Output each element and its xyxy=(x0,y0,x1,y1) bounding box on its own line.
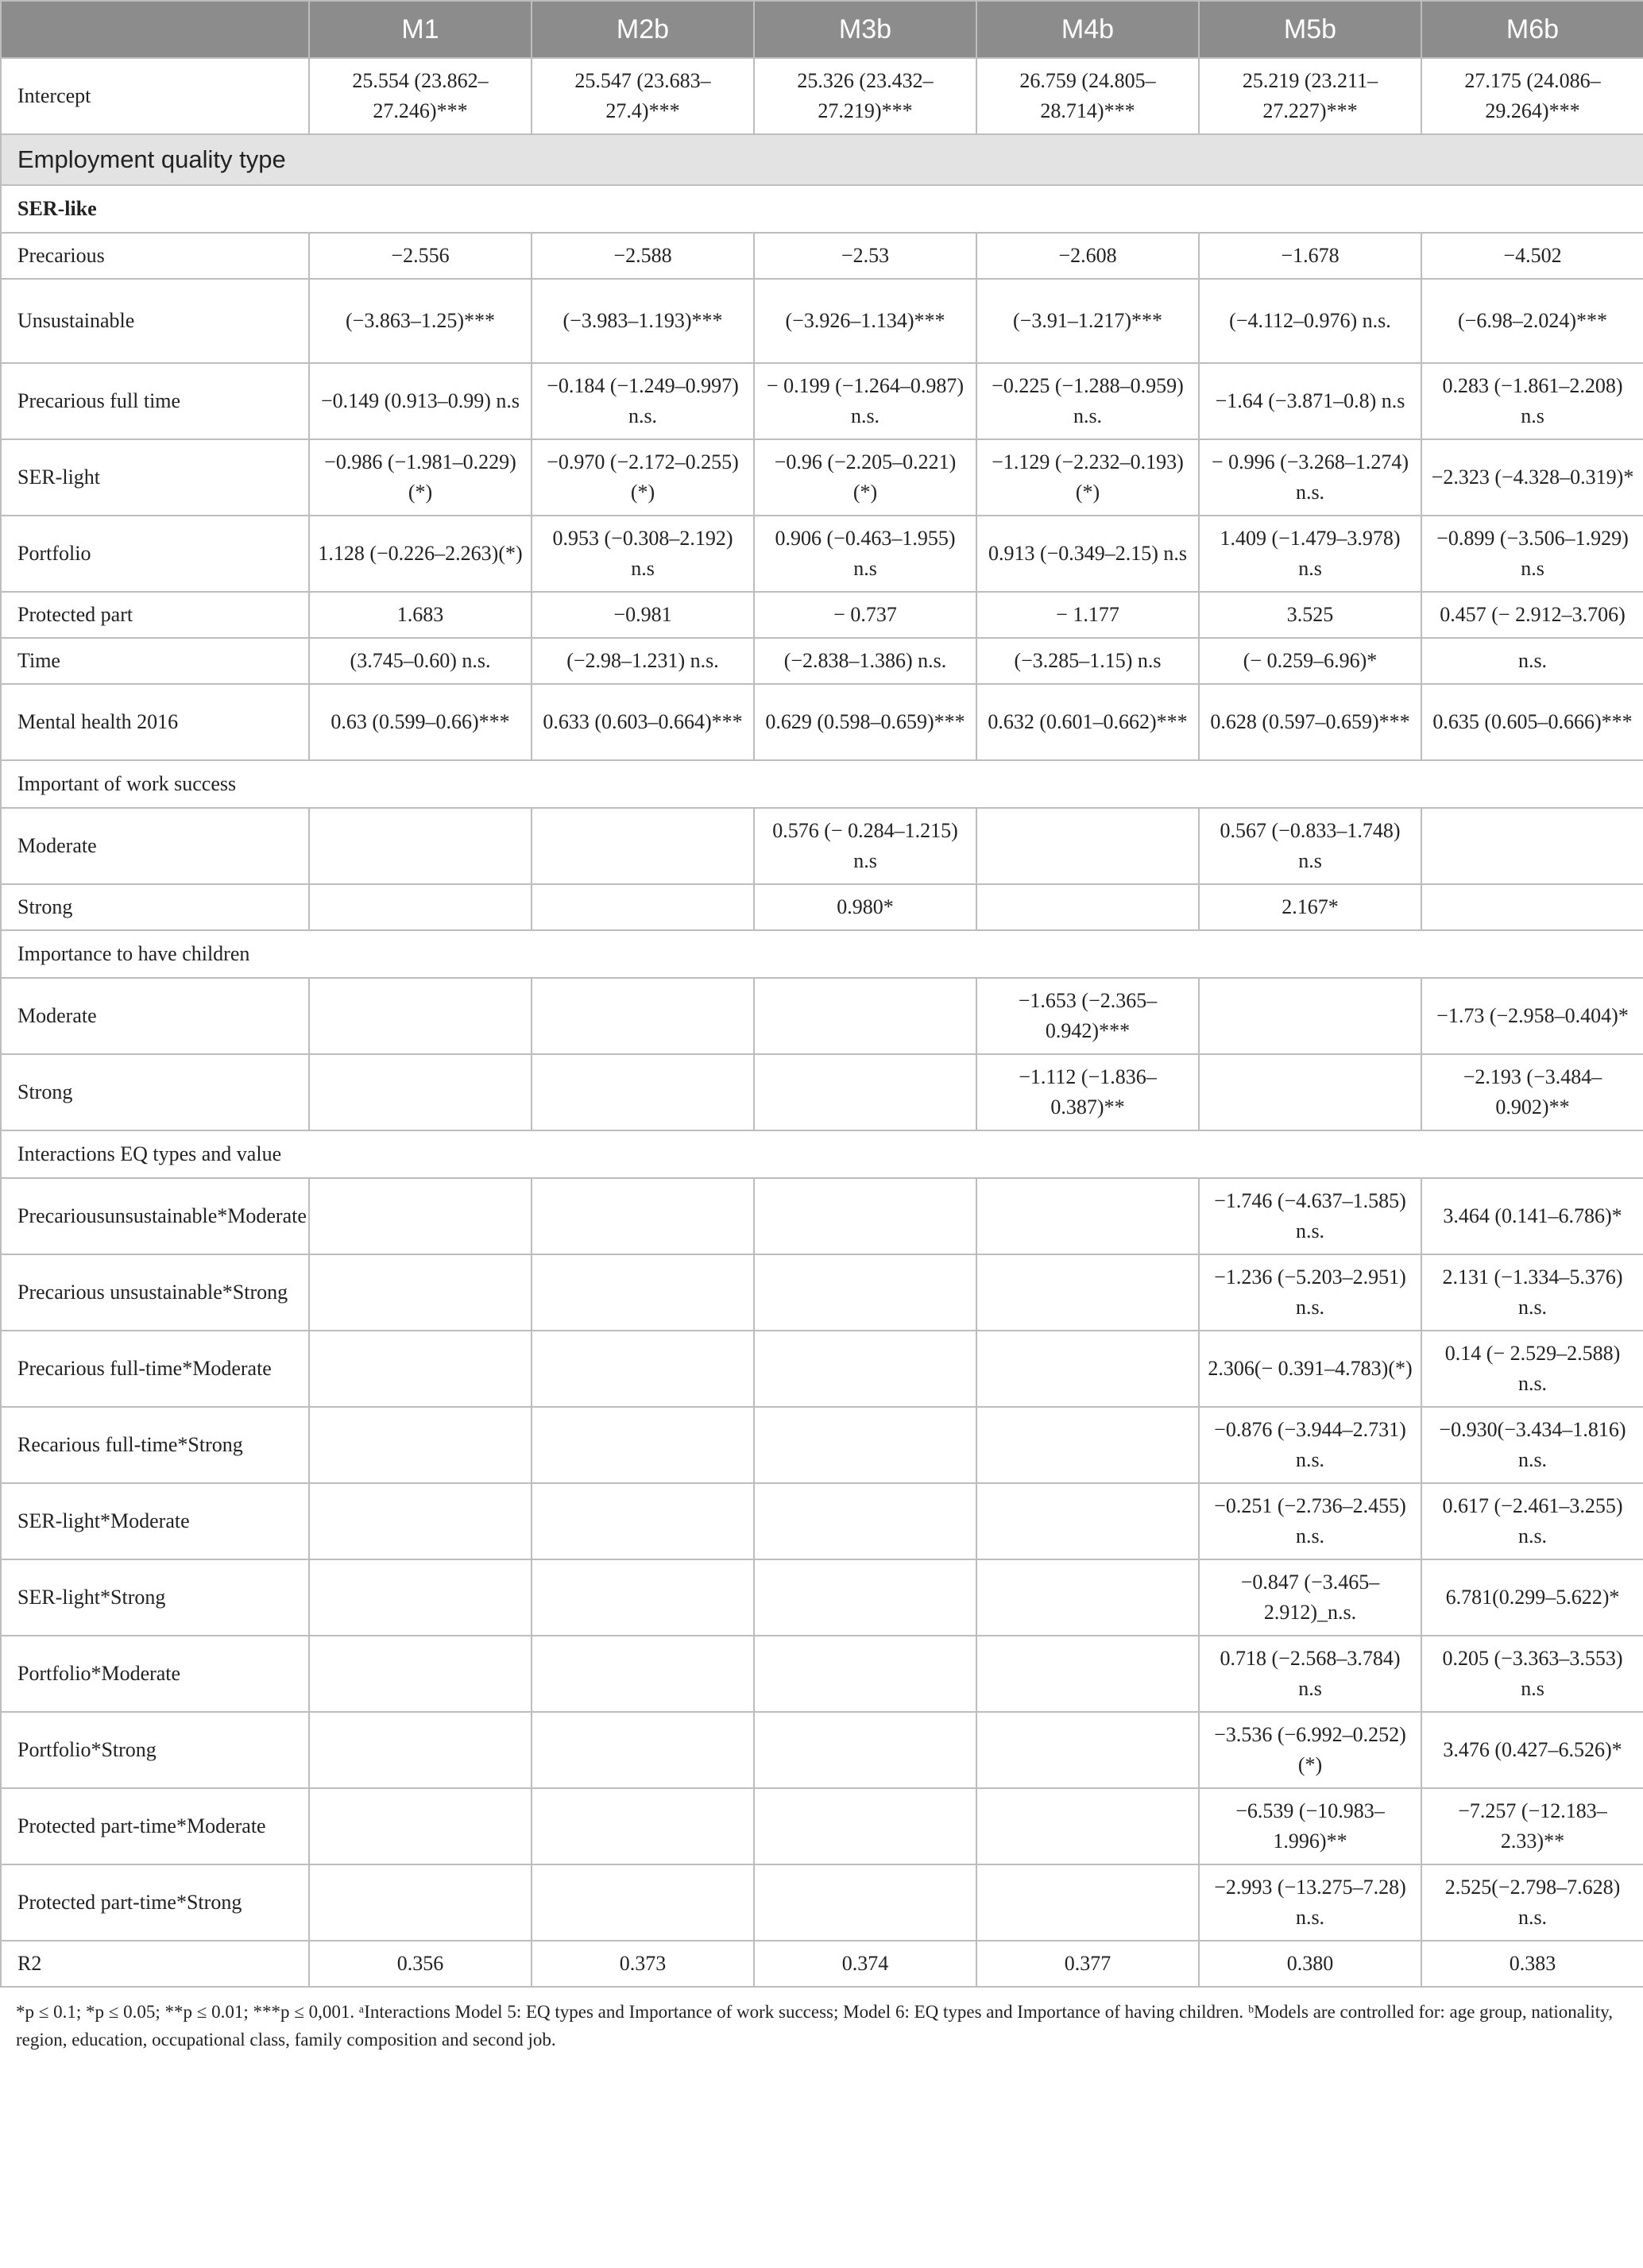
value-cell xyxy=(309,1331,532,1407)
value-cell xyxy=(309,808,532,884)
value-cell xyxy=(976,1559,1199,1636)
value-cell: −0.96 (−2.205–0.221) (*) xyxy=(754,439,976,516)
value-cell: 1.409 (−1.479–3.978) n.s xyxy=(1199,516,1421,592)
value-cell: −0.149 (0.913–0.99) n.s xyxy=(309,363,532,439)
row-label: Strong xyxy=(1,884,309,930)
table-row xyxy=(1,279,1643,363)
table-footnote: *p ≤ 0.1; *p ≤ 0.05; **p ≤ 0.01; ***p ≤ 0,001. ᵃInteractions Model 5: EQ types and Importance of work success; Model 6: EQ types and Importance of having children. ᵇModels are controlled for: age group, nationality, region, education, occupational class, family composition and second job. xyxy=(16,2002,1613,2050)
value-cell xyxy=(309,1788,532,1864)
value-cell: (−3.285–1.15) n.s xyxy=(976,638,1199,684)
row-label: Protected part xyxy=(1,592,309,638)
intercept-row xyxy=(1,58,1643,134)
value-cell xyxy=(532,1712,754,1788)
table-row xyxy=(1,592,1643,638)
table-row xyxy=(1,1712,1643,1788)
value-cell xyxy=(309,884,532,930)
value-cell: 3.464 (0.141–6.786)* xyxy=(1421,1178,1643,1254)
header-cell xyxy=(1,1,309,58)
value-cell: −1.112 (−1.836–0.387)** xyxy=(976,1054,1199,1130)
row-label: Precarious unsustainable*Strong xyxy=(1,1254,309,1331)
value-cell: 0.377 xyxy=(976,1941,1199,1987)
row-label: Mental health 2016 xyxy=(1,684,309,760)
value-cell xyxy=(532,1636,754,1712)
value-cell xyxy=(976,1178,1199,1254)
value-cell xyxy=(976,884,1199,930)
value-cell xyxy=(309,1254,532,1331)
row-label: Protected part-time*Strong xyxy=(1,1864,309,1941)
value-cell: 0.356 xyxy=(309,1941,532,1987)
table-row xyxy=(1,1483,1643,1559)
value-cell xyxy=(309,1178,532,1254)
value-cell: 0.567 (−0.833–1.748) n.s xyxy=(1199,808,1421,884)
row-label: Moderate xyxy=(1,978,309,1054)
value-cell xyxy=(309,1636,532,1712)
value-cell: 0.633 (0.603–0.664)*** xyxy=(532,684,754,760)
value-cell: −2.588 xyxy=(532,233,754,279)
value-cell: −7.257 (−12.183–2.33)** xyxy=(1421,1788,1643,1864)
value-cell xyxy=(754,1788,976,1864)
value-cell: (−4.112–0.976) n.s. xyxy=(1199,279,1421,363)
row-label: Intercept xyxy=(1,58,309,134)
value-cell: (3.745–0.60) n.s. xyxy=(309,638,532,684)
value-cell: 0.283 (−1.861–2.208) n.s xyxy=(1421,363,1643,439)
value-cell xyxy=(754,978,976,1054)
value-cell xyxy=(976,1788,1199,1864)
value-cell: 0.635 (0.605–0.666)*** xyxy=(1421,684,1643,760)
value-cell xyxy=(754,1254,976,1331)
table-row xyxy=(1,363,1643,439)
value-cell xyxy=(754,1407,976,1483)
value-cell xyxy=(976,1331,1199,1407)
value-cell xyxy=(532,1864,754,1941)
value-cell: 0.373 xyxy=(532,1941,754,1987)
table-row xyxy=(1,1559,1643,1636)
row-label: Moderate xyxy=(1,808,309,884)
value-cell xyxy=(976,1712,1199,1788)
table-row xyxy=(1,516,1643,592)
value-cell xyxy=(532,1331,754,1407)
value-cell xyxy=(976,1636,1199,1712)
value-cell: −0.970 (−2.172–0.255) (*) xyxy=(532,439,754,516)
reference-row xyxy=(1,185,1643,233)
header-row xyxy=(1,1,1643,58)
header-cell: M2b xyxy=(532,1,754,58)
row-label: Time xyxy=(1,638,309,684)
value-cell: −1.129 (−2.232–0.193) (*) xyxy=(976,439,1199,516)
row-label: SER-light*Strong xyxy=(1,1559,309,1636)
value-cell: (−3.983–1.193)*** xyxy=(532,279,754,363)
value-cell: 0.576 (− 0.284–1.215) n.s xyxy=(754,808,976,884)
value-cell: 0.380 xyxy=(1199,1941,1421,1987)
value-cell xyxy=(532,884,754,930)
table-row xyxy=(1,1864,1643,1941)
value-cell xyxy=(309,978,532,1054)
value-cell: (− 0.259–6.96)* xyxy=(1199,638,1421,684)
r2-row xyxy=(1,1941,1643,1987)
row-label: SER-light*Moderate xyxy=(1,1483,309,1559)
value-cell: 0.629 (0.598–0.659)*** xyxy=(754,684,976,760)
row-label: Portfolio*Moderate xyxy=(1,1636,309,1712)
value-cell: 2.131 (−1.334–5.376) n.s. xyxy=(1421,1254,1643,1331)
value-cell xyxy=(976,1407,1199,1483)
value-cell: − 0.737 xyxy=(754,592,976,638)
value-cell: 0.718 (−2.568–3.784) n.s xyxy=(1199,1636,1421,1712)
value-cell: −1.678 xyxy=(1199,233,1421,279)
value-cell: −4.502 xyxy=(1421,233,1643,279)
value-cell: 0.628 (0.597–0.659)*** xyxy=(1199,684,1421,760)
subheading-row xyxy=(1,930,1643,978)
value-cell xyxy=(754,1178,976,1254)
table-row xyxy=(1,1331,1643,1407)
value-cell xyxy=(532,1254,754,1331)
value-cell: (−2.98–1.231) n.s. xyxy=(532,638,754,684)
value-cell xyxy=(1199,978,1421,1054)
value-cell xyxy=(309,1483,532,1559)
value-cell: 0.617 (−2.461–3.255) n.s. xyxy=(1421,1483,1643,1559)
value-cell xyxy=(532,1054,754,1130)
value-cell: 25.219 (23.211–27.227)*** xyxy=(1199,58,1421,134)
row-label: Precariousunsustainable*Moderate xyxy=(1,1178,309,1254)
value-cell: −6.539 (−10.983–1.996)** xyxy=(1199,1788,1421,1864)
row-label: Precarious full time xyxy=(1,363,309,439)
table-row xyxy=(1,684,1643,760)
value-cell xyxy=(976,1864,1199,1941)
value-cell: n.s. xyxy=(1421,638,1643,684)
value-cell: 2.525(−2.798–7.628) n.s. xyxy=(1421,1864,1643,1941)
value-cell: −0.251 (−2.736–2.455) n.s. xyxy=(1199,1483,1421,1559)
section-label: Employment quality type xyxy=(1,134,1643,185)
value-cell: −1.64 (−3.871–0.8) n.s xyxy=(1199,363,1421,439)
value-cell xyxy=(309,1864,532,1941)
header-cell: M4b xyxy=(976,1,1199,58)
value-cell: 0.632 (0.601–0.662)*** xyxy=(976,684,1199,760)
value-cell: −0.899 (−3.506–1.929) n.s xyxy=(1421,516,1643,592)
value-cell xyxy=(754,1054,976,1130)
value-cell xyxy=(532,978,754,1054)
table-row xyxy=(1,1636,1643,1712)
value-cell: 0.374 xyxy=(754,1941,976,1987)
value-cell: −0.184 (−1.249–0.997) n.s. xyxy=(532,363,754,439)
value-cell xyxy=(309,1407,532,1483)
value-cell xyxy=(1421,808,1643,884)
header-cell: M5b xyxy=(1199,1,1421,58)
value-cell xyxy=(1421,884,1643,930)
row-label: Protected part-time*Moderate xyxy=(1,1788,309,1864)
value-cell: −1.73 (−2.958–0.404)* xyxy=(1421,978,1643,1054)
value-cell: − 1.177 xyxy=(976,592,1199,638)
value-cell xyxy=(1199,1054,1421,1130)
subheading-label: Importance to have children xyxy=(1,930,1643,978)
value-cell xyxy=(754,1864,976,1941)
value-cell: − 0.996 (−3.268–1.274) n.s. xyxy=(1199,439,1421,516)
value-cell xyxy=(532,1178,754,1254)
value-cell: 0.953 (−0.308–2.192) n.s xyxy=(532,516,754,592)
value-cell: 0.457 (− 2.912–3.706) xyxy=(1421,592,1643,638)
header-cell: M1 xyxy=(309,1,532,58)
value-cell: − 0.199 (−1.264–0.987) n.s. xyxy=(754,363,976,439)
value-cell xyxy=(976,1254,1199,1331)
table-row xyxy=(1,1054,1643,1130)
value-cell: 0.913 (−0.349–2.15) n.s xyxy=(976,516,1199,592)
value-cell: (−2.838–1.386) n.s. xyxy=(754,638,976,684)
value-cell xyxy=(532,1788,754,1864)
value-cell: −0.981 xyxy=(532,592,754,638)
table-row xyxy=(1,1407,1643,1483)
value-cell xyxy=(309,1712,532,1788)
row-label: Recarious full-time*Strong xyxy=(1,1407,309,1483)
header-cell: M6b xyxy=(1421,1,1643,58)
value-cell xyxy=(976,1483,1199,1559)
table-row xyxy=(1,1788,1643,1864)
value-cell: 3.525 xyxy=(1199,592,1421,638)
value-cell: (−3.863–1.25)*** xyxy=(309,279,532,363)
value-cell: −2.193 (−3.484–0.902)** xyxy=(1421,1054,1643,1130)
value-cell: 2.167* xyxy=(1199,884,1421,930)
value-cell xyxy=(532,1559,754,1636)
value-cell: 27.175 (24.086–29.264)*** xyxy=(1421,58,1643,134)
subheading-label: Interactions EQ types and value xyxy=(1,1130,1643,1178)
value-cell: −2.556 xyxy=(309,233,532,279)
value-cell xyxy=(532,808,754,884)
value-cell xyxy=(309,1054,532,1130)
table-row xyxy=(1,808,1643,884)
value-cell: 6.781(0.299–5.622)* xyxy=(1421,1559,1643,1636)
value-cell: −2.608 xyxy=(976,233,1199,279)
row-label: Portfolio xyxy=(1,516,309,592)
value-cell: (−3.926–1.134)*** xyxy=(754,279,976,363)
table-row xyxy=(1,1254,1643,1331)
value-cell xyxy=(532,1483,754,1559)
value-cell xyxy=(754,1331,976,1407)
value-cell xyxy=(754,1636,976,1712)
value-cell: 25.554 (23.862–27.246)*** xyxy=(309,58,532,134)
value-cell: 3.476 (0.427–6.526)* xyxy=(1421,1712,1643,1788)
value-cell: −1.746 (−4.637–1.585) n.s. xyxy=(1199,1178,1421,1254)
value-cell: −1.236 (−5.203–2.951) n.s. xyxy=(1199,1254,1421,1331)
table-row xyxy=(1,978,1643,1054)
subheading-row xyxy=(1,1130,1643,1178)
value-cell: −0.986 (−1.981–0.229) (*) xyxy=(309,439,532,516)
value-cell: 0.980* xyxy=(754,884,976,930)
value-cell: 2.306(− 0.391–4.783)(*) xyxy=(1199,1331,1421,1407)
row-label: R2 xyxy=(1,1941,309,1987)
value-cell xyxy=(976,808,1199,884)
value-cell: 0.63 (0.599–0.66)*** xyxy=(309,684,532,760)
header-cell: M3b xyxy=(754,1,976,58)
row-label: Portfolio*Strong xyxy=(1,1712,309,1788)
value-cell: −2.53 xyxy=(754,233,976,279)
value-cell: −2.993 (−13.275–7.28) n.s. xyxy=(1199,1864,1421,1941)
reference-label: SER-like xyxy=(1,185,1643,233)
row-label: Precarious xyxy=(1,233,309,279)
subheading-label: Important of work success xyxy=(1,760,1643,808)
subheading-row xyxy=(1,760,1643,808)
table-row xyxy=(1,439,1643,516)
value-cell: 25.547 (23.683–27.4)*** xyxy=(532,58,754,134)
value-cell xyxy=(309,1559,532,1636)
section-row xyxy=(1,134,1643,185)
value-cell xyxy=(754,1559,976,1636)
table-row xyxy=(1,884,1643,930)
value-cell: 0.14 (− 2.529–2.588) n.s. xyxy=(1421,1331,1643,1407)
value-cell: −0.847 (−3.465–2.912)_n.s. xyxy=(1199,1559,1421,1636)
value-cell: 1.128 (−0.226–2.263)(*) xyxy=(309,516,532,592)
value-cell xyxy=(532,1407,754,1483)
value-cell: −0.225 (−1.288–0.959) n.s. xyxy=(976,363,1199,439)
value-cell xyxy=(754,1483,976,1559)
value-cell: 25.326 (23.432–27.219)*** xyxy=(754,58,976,134)
value-cell: 26.759 (24.805–28.714)*** xyxy=(976,58,1199,134)
row-label: Precarious full-time*Moderate xyxy=(1,1331,309,1407)
row-label: Unsustainable xyxy=(1,279,309,363)
table-row xyxy=(1,233,1643,279)
value-cell: 1.683 xyxy=(309,592,532,638)
value-cell: −0.876 (−3.944–2.731) n.s. xyxy=(1199,1407,1421,1483)
value-cell: −1.653 (−2.365–0.942)*** xyxy=(976,978,1199,1054)
value-cell xyxy=(754,1712,976,1788)
value-cell: 0.383 xyxy=(1421,1941,1643,1987)
row-label: SER-light xyxy=(1,439,309,516)
value-cell: (−3.91–1.217)*** xyxy=(976,279,1199,363)
value-cell: −2.323 (−4.328–0.319)* xyxy=(1421,439,1643,516)
value-cell: −0.930(−3.434–1.816) n.s. xyxy=(1421,1407,1643,1483)
table-row xyxy=(1,1178,1643,1254)
value-cell: (−6.98–2.024)*** xyxy=(1421,279,1643,363)
value-cell: −3.536 (−6.992–0.252)(*) xyxy=(1199,1712,1421,1788)
row-label: Strong xyxy=(1,1054,309,1130)
table-row xyxy=(1,638,1643,684)
value-cell: 0.205 (−3.363–3.553) n.s xyxy=(1421,1636,1643,1712)
value-cell: 0.906 (−0.463–1.955) n.s xyxy=(754,516,976,592)
